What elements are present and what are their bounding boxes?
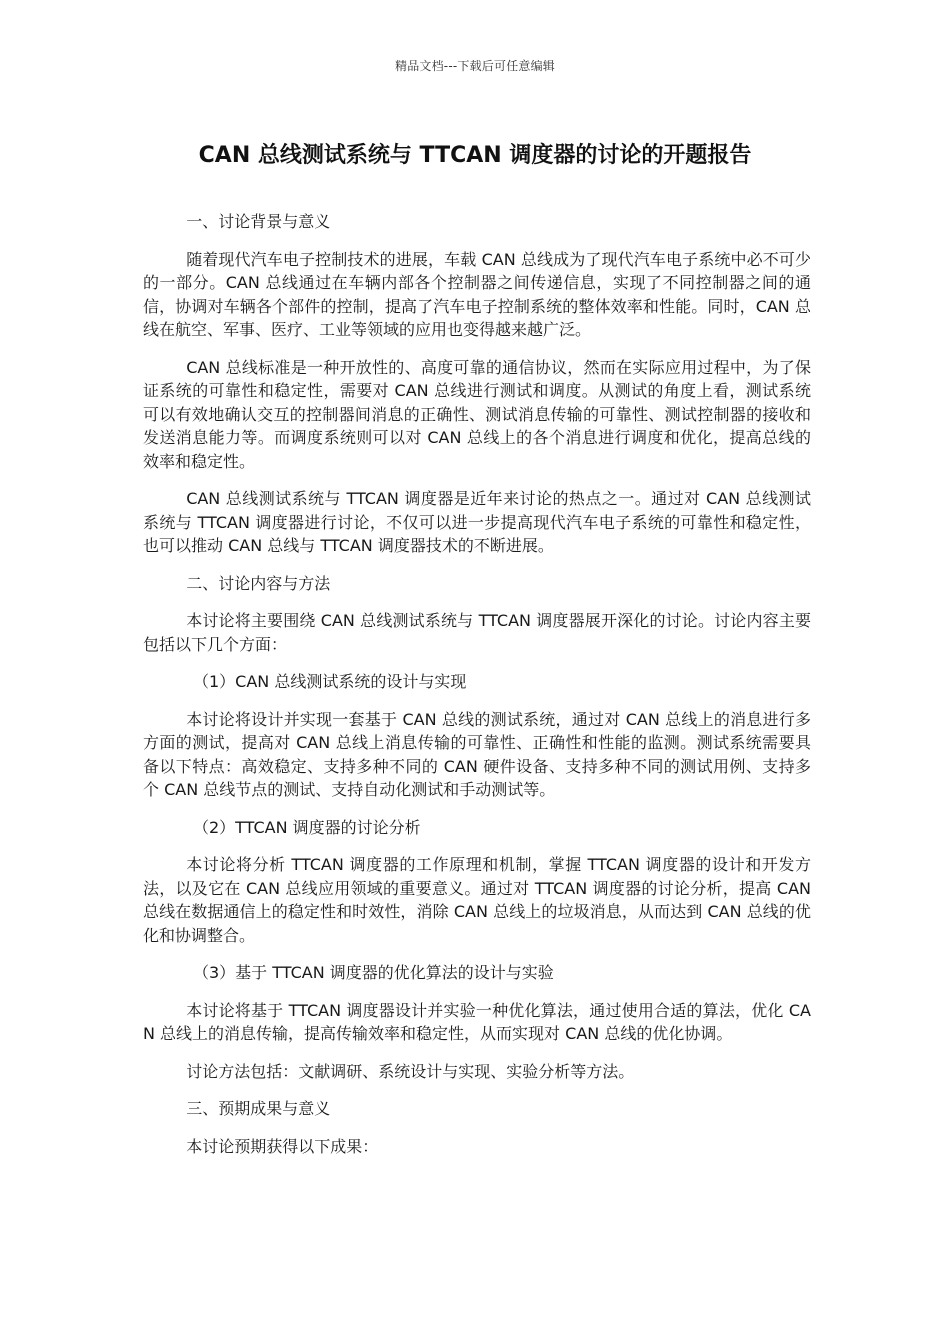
paragraph-background-2: CAN 总线标准是一种开放性的、高度可靠的通信协议，然而在实际应用过程中，为了保证系统的可靠性和稳定性，需要对 CAN 总线进行测试和调度。从测试的角度上看，测试系统可以有效地确认交互的控制器间消息的正确性、测试消息传输的可靠性、测试控制器的接收和发送消息能力等。而调度系统则可以对 CAN 总线上的各个消息进行调度和优化，提高总线的效率和稳定性。 <box>143 357 811 471</box>
document-body <box>143 210 811 1172</box>
paragraph-ttcan-analysis: 本讨论将分析 TTCAN 调度器的工作原理和机制，掌握 TTCAN 调度器的设计和开发方法，以及它在 CAN 总线应用领域的重要意义。通过对 TTCAN 调度器的讨论分析，提高 CAN 总线在数据通信上的稳定性和时效性，消除 CAN 总线上的垃圾消息，从而达到 CAN 总线的优化和协调整合。 <box>143 855 811 945</box>
section-heading-background: 一、讨论背景与意义 <box>186 212 331 231</box>
section-heading-content: 二、讨论内容与方法 <box>186 573 331 593</box>
paragraph-background-3: CAN 总线测试系统与 TTCAN 调度器是近年来讨论的热点之一。通过对 CAN 总线测试系统与 TTCAN 调度器进行讨论，不仅可以进一步提高现代汽车电子系统的可靠性和稳定性，也可以推动 CAN 总线与 TTCAN 调度器技术的不断进展。 <box>143 489 811 555</box>
paragraph-test-system: 本讨论将设计并实现一套基于 CAN 总线的测试系统，通过对 CAN 总线上的消息进行多方面的测试，提高对 CAN 总线上消息传输的可靠性、正确性和性能的监测。测试系统需要具备以下特点：高效稳定、支持多种不同的 CAN 硬件设备、支持多种不同的测试用例、支持多个 CAN 总线节点的测试、支持自动化测试和手动测试等。 <box>143 709 811 799</box>
paragraph-background-1: 随着现代汽车电子控制技术的进展，车载 CAN 总线成为了现代汽车电子系统中必不可少的一部分。CAN 总线通过在车辆内部各个控制器之间传递信息，实现了不同控制器之间的通信，协调对车辆各个部件的控制，提高了汽车电子控制系统的整体效率和性能。同时，CAN 总线在航空、军事、医疗、工业等领域的应用也变得越来越广泛。 <box>143 249 811 339</box>
section-heading-outcomes: 三、预期成果与意义 <box>186 1099 331 1118</box>
subheading-ttcan-analysis: （2）TTCAN 调度器的讨论分析 <box>193 817 421 837</box>
subheading-optimization: （3）基于 TTCAN 调度器的优化算法的设计与实验 <box>193 963 554 982</box>
document-title: CAN 总线测试系统与 TTCAN 调度器的讨论的开题报告 <box>198 143 752 168</box>
paragraph-optimization: 本讨论将基于 TTCAN 调度器设计并实验一种优化算法，通过使用合适的算法，优化 CAN 总线上的消息传输，提高传输效率和稳定性，从而实现对 CAN 总线的优化协调。 <box>143 1000 811 1043</box>
subheading-test-system: （1）CAN 总线测试系统的设计与实现 <box>193 672 467 691</box>
paragraph-methods: 讨论方法包括：文献调研、系统设计与实现、实验分析等方法。 <box>186 1061 635 1081</box>
header-note: 精品文档---下载后可任意编辑 <box>395 59 555 73</box>
paragraph-content-intro: 本讨论将主要围绕 CAN 总线测试系统与 TTCAN 调度器展开深化的讨论。讨论内容主要包括以下几个方面： <box>143 611 811 654</box>
paragraph-outcomes-intro: 本讨论预期获得以下成果： <box>186 1136 379 1156</box>
